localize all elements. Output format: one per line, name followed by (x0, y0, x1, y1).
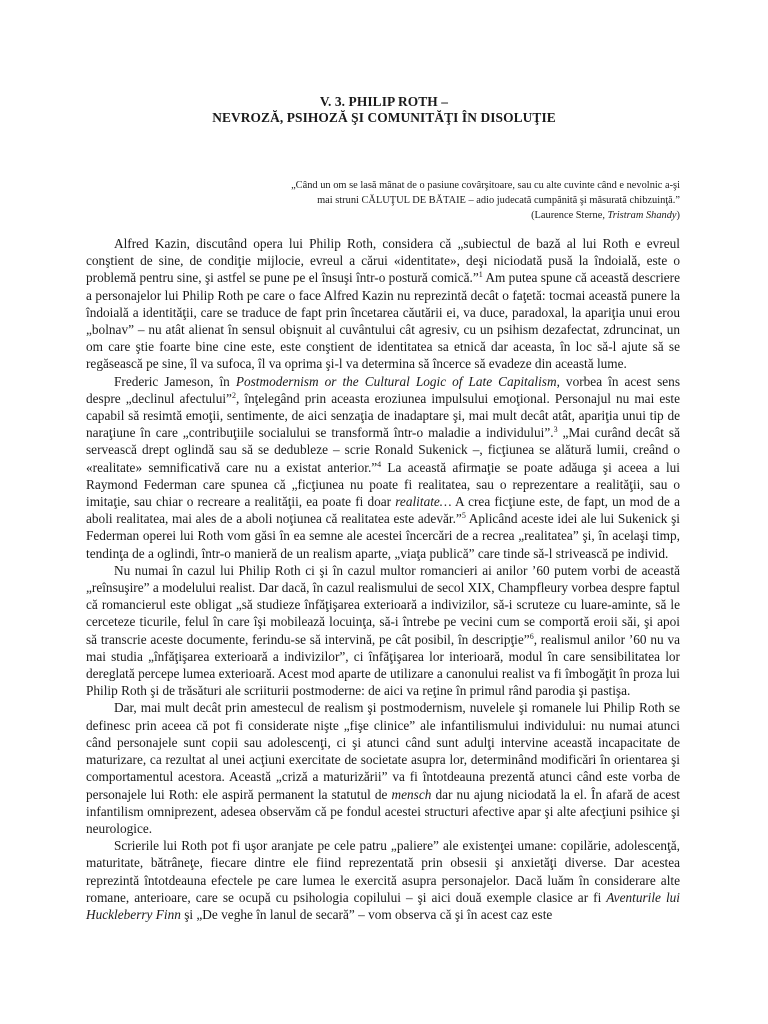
book-title: Postmodernism or the Cultural Logic of Late Capitalism (235, 373, 557, 389)
paragraph-3 (86, 562, 680, 700)
footnote-ref-4: 4 (377, 459, 382, 469)
attribution-close: ) (676, 209, 680, 221)
paragraph-2 (86, 373, 680, 562)
chapter-number: V. 3. PHILIP ROTH – (319, 94, 449, 109)
attribution-book-title: Tristram Shandy (607, 209, 677, 221)
text-run: Am putea spune că această descriere a personajelor lui Philip Roth pe care o face Alfred Kazin nu reprezintă decât o faţetă: tocmai această punere la îndoială a identităţii, care se traduce de fapt prin încetarea căutării ei, va duce, paradoxal, la apariţia unui erou „bolnav” – nu atât alienat în sensul obişnuit al cuvântului cât agresiv, cu un psihism dezafectat, zdruncinat, un om care ştie foarte bine cine este, este conştient de identitatea sa etnică dar aceasta, în loc să-l ajute să se regăsească pe sine, îl va sufoca, îl va oprima şi-l va determina să încerce să evadeze din această lume. (86, 270, 680, 372)
epigraph (220, 179, 680, 223)
footnote-ref-3: 3 (553, 425, 558, 435)
epigraph-line-1: „Când un om se lasă mânat de o pasiune covârşitoare, sau cu alte cuvinte când e nevolnic a-şi (291, 180, 680, 191)
footnote-ref-6: 6 (529, 631, 534, 641)
text-run: , realismul anilor ’60 nu va mai studia „înfăţişarea exterioară a indivizilor”, ci înfăţişarea lor interioară, modul în care sensibilitatea lor dereglată percepe lumea exterioară. Acest mod aparte de utilizare a canonului realist va fi îmbogăţit în proza lui Philip Roth şi de trăsături ale scriiturii postmoderne: de aici va reţine în primul rând parodia şi pastişa. (86, 631, 681, 699)
text-run: dar nu ajung niciodată la el. În afară de acest infantilism omniprezent, adesea observăm că pe fondul acestei structuri afective apar şi alte afecţiuni psihice şi neurologice. (86, 786, 680, 836)
book-title: Aventurile lui Huckleberry Finn (86, 889, 680, 922)
attribution-author: (Laurence Sterne, (531, 209, 608, 221)
text-run: A crea ficţiune este, de fapt, un mod de a aboli realitatea, mai ales de a aboli noţiunea că realitatea este adevăr.” (86, 494, 680, 527)
italic-word: mensch (391, 786, 432, 802)
body-text (86, 235, 680, 923)
paragraph-1 (86, 235, 680, 373)
text-run: Alfred Kazin, discutând opera lui Philip Roth, considera că „subiectul de bază al lui Roth e evreul conştient de sine, de condiţie mijlocie, evreul a cărui «identitate», deşi niciodată pusă la îndoială, este o problemă pentru sine, şi astfel se pune pe el însuşi într-o postură comică.” (86, 236, 680, 286)
text-run: Aplicând aceste idei ale lui Sukenick şi Federman operei lui Roth vom găsi în ea semne ale acestei încercări de a recrea „realitatea” şi, în acelaşi timp, tendinţa de a oglindi, într-o manieră de un realism aparte, „viaţa publică” care tinde să-l strivească pe individ. (86, 511, 680, 561)
footnote-ref-5: 5 (461, 511, 466, 521)
text-run: şi „De veghe în lanul de secară” – vom observa că şi în acest caz este (180, 906, 553, 922)
text-run: Scrierile lui Roth pot fi uşor aranjate pe cele patru „paliere” ale existenţei umane: copilărie, adolescenţă, maturitate, bătrâneţe, fiecare dintre ele fiind reprezentată prin obsesii şi anxietăţi diverse. Dar acestea reprezintă întotdeauna efectele pe care lumea le exercită asupra personajelor. Dacă luăm în considerare alte romane, anterioare, care se ocupă cu psihologia copilului – şi aici două exemple clasice ar fi (86, 838, 680, 905)
footnote-ref-2: 2 (231, 390, 236, 400)
text-run: La această afirmaţie se poate adăuga şi aceea a lui Raymond Federman care spunea că „ficţiunea nu poate fi realitatea, sau o reprezentare a realităţii, sau o imitaţie, sau chiar o recreare a realităţii, ea poate fi doar (86, 459, 680, 510)
text-run: „Mai curând decât să servească drept oglindă sau să se dedubleze – scrie Ronald Sukenick –, ficţiunea se alătură lumii, creând o «realitate» semnificativă care nu a existat anterior.” (86, 425, 681, 475)
text-run: Nu numai în cazul lui Philip Roth ci şi în cazul multor romancieri ai anilor ’60 putem vorbi de această „reînsuşire” a modelului realist. Dar dacă, în cazul realismului de secol XIX, Champfleury vorbea despre faptul că romancierul este obligat „să studieze înfăţişarea exterioară a indivizilor, să-i scruteze cu luare-aminte, să le cerceteze ticurile, felul în care îşi mobilează locuinţa, să-i întrebe pe vecini cum se comportă eroii săi, şi apoi să transcrie aceste documente, ferindu-se să intervină, pe cât posibil, în descripţie” (86, 562, 680, 647)
paragraph-5 (86, 837, 680, 923)
italic-word: realitate… (395, 494, 452, 510)
text-run: Dar, mai mult decât prin amestecul de realism şi postmodernism, nuvelele şi romanele lui Philip Roth se definesc prin aceea că pot fi considerate nişte „fişe clinice” ale infantilismului individului: nu numai atunci când personajele sunt copii sau adolescenţi, ci şi atunci când sunt adulţi intervine această incapacitate de maturizare, ca rezultat al unei acţiuni exercitate de societate asupra lor, determinând modificări în orientarea şi comportamentul acestora. Această „criză a maturizării” va fi întotdeauna prezentă atunci când este vorba de personajele lui Roth: ele aspiră permanent la statutul de (86, 700, 680, 802)
text-run: Frederic Jameson, în (114, 373, 236, 389)
text-run: , vorbea în acest sens despre „declinul afectului” (86, 373, 680, 406)
text-run: , înţelegând prin aceasta eroziunea impulsului emoţional. Personajul nu mai este capabil să resimtă emoţii, sentimente, de aici senzaţia de inadaptare şi, mai mult decât atât, apariţia unui tip de naraţiune în care „contribuţiile socialului se transformă într-o maladie a individului”. (86, 390, 680, 441)
epigraph-line-2: mai struni CĂLUŢUL DE BĂTAIE – adio judecată cumpănită şi măsurată chibzuinţă.” (317, 194, 680, 206)
epigraph-attribution (220, 209, 680, 224)
paragraph-4 (86, 699, 680, 837)
chapter-title: NEVROZĂ, PSIHOZĂ ŞI COMUNITĂŢI ÎN DISOLUŢIE (212, 110, 556, 125)
footnote-ref-1: 1 (478, 270, 483, 280)
chapter-heading (0, 94, 768, 126)
